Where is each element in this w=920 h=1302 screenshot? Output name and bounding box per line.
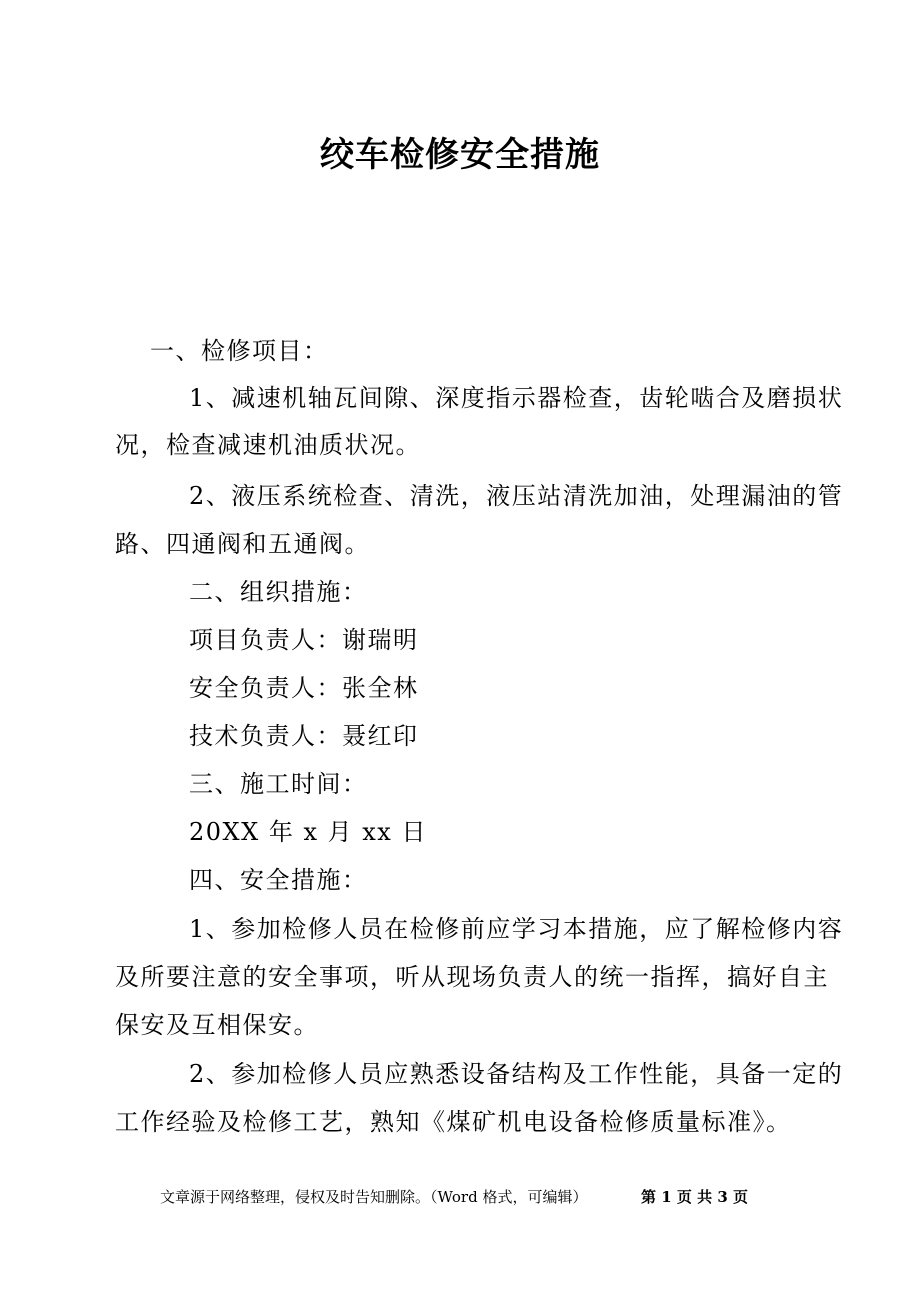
construction-date: 20XX 年 x 月 xx 日 [189,818,427,846]
technical-lead: 技术负责人：聂红印 [189,722,419,750]
paragraph-line: 路、四通阀和五通阀。 [115,530,370,558]
section-heading-safety-measures: 四、安全措施： [189,866,368,894]
section-heading-schedule: 三、施工时间： [189,770,368,798]
paragraph-line: 2、液压系统检查、清洗，液压站清洗加油，处理漏油的管 [189,482,844,510]
footer-note: 文章源于网络整理，侵权及时告知删除。（Word 格式，可编辑） [160,1188,588,1206]
paragraph-line: 1、减速机轴瓦间隙、深度指示器检查，齿轮啮合及磨损状 [189,384,844,412]
page-title: 绞车检修安全措施 [320,135,600,175]
paragraph-line: 及所要注意的安全事项，听从现场负责人的统一指挥，搞好自主 [115,963,829,991]
page-number: 第 1 页 共 3 页 [641,1188,748,1206]
section-heading-inspection-items: 一、检修项目： [150,337,329,365]
paragraph-line: 工作经验及检修工艺，熟知《煤矿机电设备检修质量标准》。 [115,1108,792,1136]
paragraph-line: 1、参加检修人员在检修前应学习本措施，应了解检修内容 [189,915,844,943]
paragraph-line: 况，检查减速机油质状况。 [115,431,421,459]
paragraph-line: 保安及互相保安。 [115,1011,319,1039]
safety-lead: 安全负责人：张全林 [189,674,419,702]
paragraph-line: 2、参加检修人员应熟悉设备结构及工作性能，具备一定的 [189,1060,844,1088]
section-heading-organization: 二、组织措施： [189,578,368,606]
project-lead: 项目负责人：谢瑞明 [189,626,419,654]
